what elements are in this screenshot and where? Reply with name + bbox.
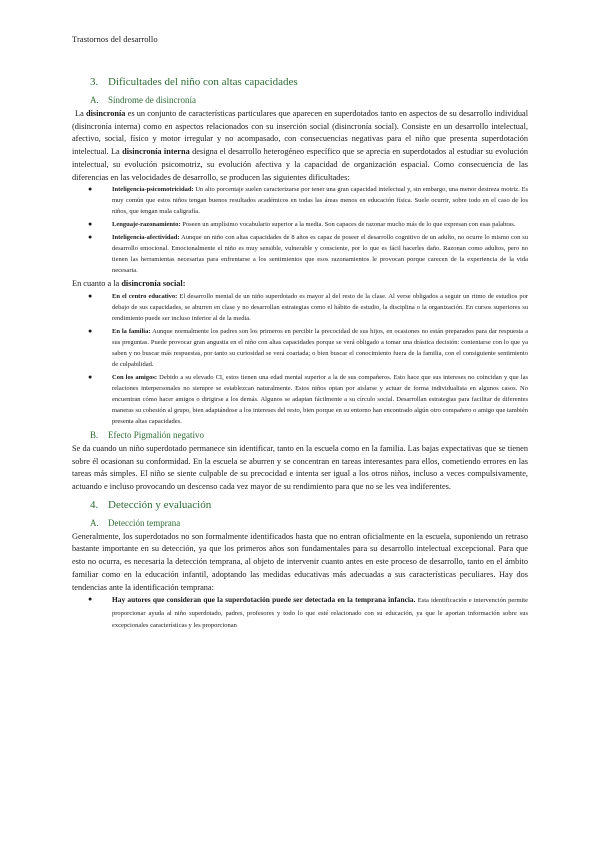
deteccion-paragraph: Generalmente, los superdotados no son formalmente identificados hasta que no entran oficialmente en la escuela, suponiendo un retraso bastante importante en su detección, ya que los primeros años son fundamentales para su desarrollo intelectual excepcional. Para que esto no ocurra, es necesaria la detección temprana, al objeto de intervenir cuanto antes en este proceso de desarrollo, tanto en el ámbito familiar como en la educación infantil, adoptando las medidas educativas más adecuadas a sus características peculiares. Hay dos tendencias ante la identificación temprana: [72,531,528,592]
term-disincronia: disincronía [85,109,126,118]
internal-dificulties-list [72,184,528,276]
bullet-icon: ● [88,233,93,242]
subsection-4a-title: Detección temprana [108,517,181,528]
social-dificulties-list [72,291,528,427]
pigmalion-paragraph: Se da cuando un niño superdotado permanece sin identificar, tanto en la escuela como en la familia. Las bajas expectativas que se tienen sobre él ocasionan su conformidad. En la escuela se aburren y se concentran en tareas interesantes para ellos, cometiendo errores en las tareas más simples. El niño se siente culpable de su precocidad e intenta ser igual a los otros niños, incluso a veces compulsivamente, actuando e incluso provocando un descenso cada vez mayor de su rendimiento para que no se les vea indiferentes. [72,443,528,492]
list-item: ● Inteligencia-psicomotricidad: Un alto porcentaje suelen caracterizarse por tener una gran capacidad intelectual y, sin embargo, una menor destreza motriz. Es muy común que estos niños tengan buenos resultados académicos en todas las áreas menos en educación física. Suele ocurrir, sobre todo en el caso de los niños, que tengan mala caligrafía. [88,185,528,216]
subsection-4a-letter: A. [90,517,99,528]
section-4-title: Detección y evaluación [108,498,212,511]
bullet-icon: ● [88,185,93,194]
deteccion-list [72,594,528,632]
term-disincronia-interna: disincronía interna [122,147,190,157]
subsection-3a-letter: A. [90,95,99,105]
bullet-icon: ● [88,326,93,335]
bullet-icon: ● [88,291,93,300]
subsection-3b-letter: B. [90,429,99,440]
list-item: ● Hay autores que consideran que la superdotación puede ser detectada en la temprana infancia. Esta identificación e intervención permite proporcionar ayuda al niño superdotado, padres, profesores y todo lo que esté relacionado con su educación, ya que le aportan información sobre sus excepcionales características y les proporcionan [88,595,528,630]
bullet-icon: ● [88,595,93,604]
section-4-number: 4. [90,498,99,511]
list-item: ● Con los amigos: Debido a su elevado CI, estos tienen una edad mental superior a la de sus compañeros. Esto hace que sus intereses no coincidan y que las relaciones interpersonales no siempre se establezcan naturalmente. Estos niños optan por aislarse y actuar de forma individualista en algunos casos. No encuentran cómo hacer amigos o dirigirse a los demás. Algunos se adaptan fácilmente a su círculo social. Desarrollan estrategias para facilitar de diferentes maneras su cohesión al grupo, bien adaptándose a los intereses del resto, bien porque en su entorno han encontrado algún otro compañero o amigo que también presenta altas capacidades. [88,372,529,425]
list-item: ● En el centro educativo: El desarrollo mental de un niño superdotado es mayor al del resto de la clase. Al verse obligados a seguir un ritmo de estudios por debajo de sus capacidades, se aburren en clase y no desarrollan estrategias como el hábito de estudio, la disciplina o la organización. En cursos superiores su rendimiento puede ser incluso inferior al de la media. [88,291,529,322]
disincronia-paragraph: La disincronía es un conjunto de características particulares que aparecen en superdotados tanto en aspectos de su desarrollo individual (disincronía interna) como en aspectos relacionados con su inserción social (disincronía social). Consiste en un desarrollo intelectual, afectivo, social, físico y motor irregular y no acompasado, con consecuencias negativas para el niño que presenta superdotación intelectual. La disincronía interna designa el desarrollo heterogéneo específico que se aprecia en superdotados al estudiar su evolución intelectual, su evolución psicomotriz, su evolución afectiva y la capacidad de organización espacial. Como consecuencia de las diferencias en las velocidades de desarrollo, se producen las siguientes dificultades: [72,109,528,182]
subsection-3b-heading [90,429,528,441]
bullet-icon: ● [88,372,93,381]
list-item: ● Lenguaje-razonamiento: Poseen un amplísimo vocabulario superior a la media. Son capaces de razonar mucho más de lo que expresan con esas palabras. [88,220,516,229]
section-3-heading [90,76,528,89]
section-4-heading [90,499,528,512]
social-intro: En cuanto a la disincronía social: [72,279,186,289]
running-header: Trastornos del desarrollo [72,34,158,44]
section-3-number: 3. [90,76,99,88]
bullet-icon: ● [88,220,93,229]
list-item: ● Inteligencia-afectividad: Aunque un niño con altas capacidades de 8 años es capaz de poseer el desarrollo cognitivo de un adulto, no ocurre lo mismo con su desarrollo emocional. Emocionalmente el niño es muy sensible, vulnerable y consciente, por lo que es fácil hacerles daño. Razonan como adultos, pero no tienen las herramientas necesarias para enfrentarse a los sentimientos que esos razonamientos le provocan porque carecen de la experiencia de la vida necesaria. [88,233,528,275]
section-3-title: Dificultades del niño con altas capacidades [108,76,298,88]
list-item: ● En la familia: Aunque normalmente los padres son los primeros en percibir la precocidad de sus hijos, en ocasiones no están preparados para dar respuesta a sus preguntas. Puede provocar gran angustia en el niño con altas capacidades porque se verá obligado a tomar una drástica decisión: contentarse con lo que ya saben y no buscar más respuestas, por tanto su curiosidad se verá coartada; o bien buscar el conocimiento fuera de la familia, con el consiguiente sentimiento de culpabilidad. [88,326,528,368]
subsection-4a-heading [90,517,528,529]
subsection-3b-title: Efecto Pigmalión negativo [108,429,204,440]
subsection-3a-heading [90,94,528,106]
subsection-3a-title: Síndrome de disincronía [108,95,196,105]
